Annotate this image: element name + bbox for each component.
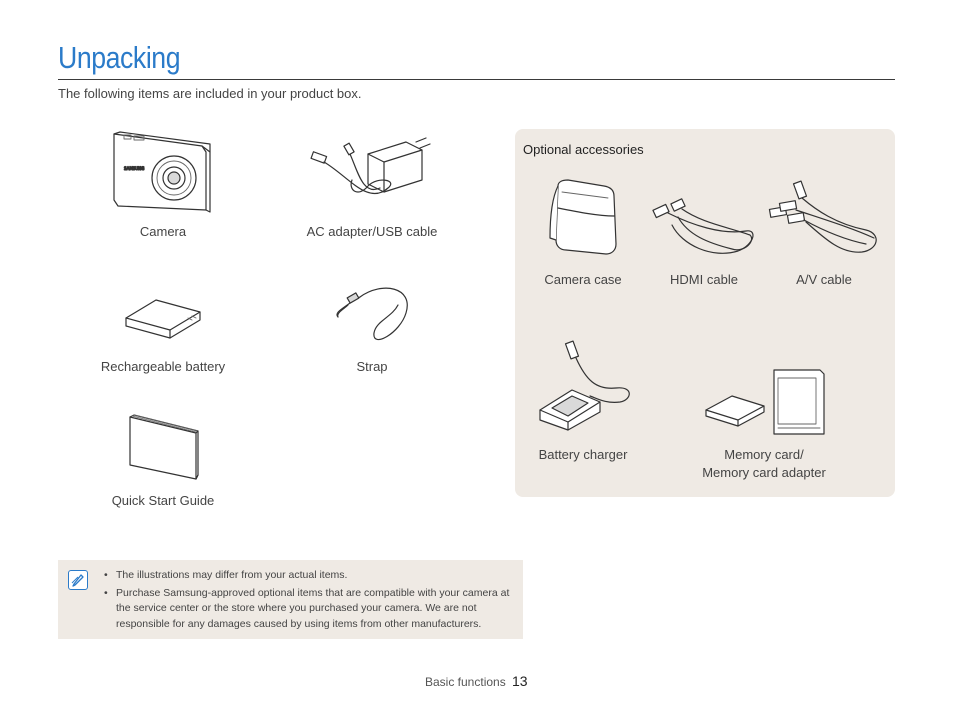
optional-label-av-cable: A/V cable <box>796 272 852 287</box>
camera-case-icon <box>548 178 622 258</box>
optional-label-hdmi-cable: HDMI cable <box>670 272 738 287</box>
item-label-guide: Quick Start Guide <box>111 493 215 508</box>
ac-adapter-icon <box>308 136 438 208</box>
battery-icon <box>122 296 204 340</box>
optional-label-camera-case: Camera case <box>544 272 622 287</box>
footer-section-name: Basic functions <box>425 675 506 689</box>
intro-text: The following items are included in your product box. <box>58 86 362 101</box>
camera-brand-text: SAMSUNG <box>124 166 145 171</box>
camera-icon <box>110 130 214 214</box>
item-label-battery: Rechargeable battery <box>100 359 226 374</box>
strap-icon <box>332 283 412 349</box>
note-bullet-text: Purchase Samsung-approved optional items that are compatible with your camera at the service center or the store where you purchased your camera. We are not responsible for any damages caused by using items from other manufacturers. <box>116 586 510 630</box>
item-label-camera: Camera <box>139 224 187 239</box>
note-bullet-item <box>104 568 516 584</box>
battery-charger-icon <box>536 340 636 432</box>
note-bullet-item <box>104 586 516 633</box>
optional-label-memory-card-line1: Memory card/ <box>724 447 804 462</box>
guide-icon <box>126 413 200 481</box>
note-bullet-text: The illustrations may differ from your actual items. <box>116 569 348 581</box>
note-pencil-icon <box>68 570 88 590</box>
title-rule <box>58 79 895 80</box>
optional-label-battery-charger: Battery charger <box>538 447 628 462</box>
hdmi-cable-icon <box>652 195 756 259</box>
page-title: Unpacking <box>58 40 181 75</box>
memory-card-icon <box>704 366 828 438</box>
note-list <box>104 568 516 634</box>
footer-page-number: 13 <box>512 673 528 689</box>
item-label-ac-adapter: AC adapter/USB cable <box>306 224 438 239</box>
optional-label-memory-card-line2: Memory card adapter <box>702 465 826 480</box>
item-label-strap: Strap <box>356 359 388 374</box>
av-cable-icon <box>766 180 884 256</box>
bullet-icon: • <box>104 586 108 599</box>
bullet-icon: • <box>104 569 108 581</box>
optional-accessories-title: Optional accessories <box>523 142 644 157</box>
